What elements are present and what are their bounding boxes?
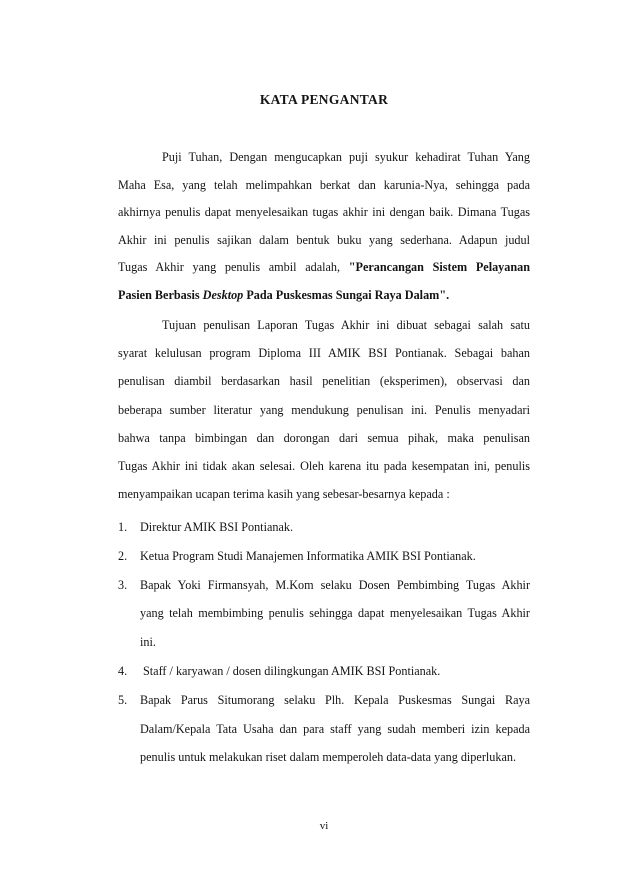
paragraph-line: Maha Esa, yang telah melimpahkan berkat dan karunia-Nya, sehingga pada: [118, 177, 530, 192]
acknowledgement-item: [118, 686, 530, 772]
list-line: Staff / karyawan / dosen dilingkungan AMIK BSI Pontianak.: [143, 663, 441, 678]
list-line: ini.: [140, 635, 156, 650]
list-line: Bapak Parus Situmorang selaku Plh. Kepala Puskesmas Sungai Raya: [140, 692, 530, 707]
acknowledgement-item: [118, 513, 530, 542]
paragraph-intro: [118, 144, 530, 310]
list-line: Ketua Program Studi Manajemen Informatika AMIK BSI Pontianak.: [140, 548, 476, 563]
list-item-text: [140, 657, 530, 686]
paragraph-line: Akhir ini penulis sajikan dalam bentuk buku yang sederhana. Adapun judul: [118, 232, 530, 247]
acknowledgement-list: [118, 513, 530, 772]
list-item-text: [140, 686, 530, 772]
thesis-title-part: "Perancangan Sistem Pelayanan: [348, 260, 531, 275]
paragraph-purpose: [118, 311, 530, 508]
list-item-text: [140, 542, 530, 571]
list-line: Direktur AMIK BSI Pontianak.: [140, 520, 294, 534]
list-line: yang telah membimbing penulis sehingga dapat menyelesaikan Tugas Akhir: [140, 606, 530, 621]
paragraph-line: beberapa sumber literatur yang mendukung penulisan ini. Penulis menyadari: [118, 402, 530, 417]
paragraph-line: [118, 254, 530, 282]
page-number: vi: [319, 820, 329, 832]
paragraph-line: penulisan diambil berdasarkan hasil penelitian (eksperimen), observasi dan: [118, 374, 530, 389]
acknowledgement-item: [118, 542, 530, 571]
paragraph-line: Puji Tuhan, Dengan mengucapkan puji syukur kehadirat Tuhan Yang: [162, 150, 530, 164]
list-line: Bapak Yoki Firmansyah, M.Kom selaku Dosen Pembimbing Tugas Akhir: [140, 577, 530, 592]
list-number: 2.: [118, 548, 128, 563]
acknowledgement-item: [118, 571, 530, 657]
paragraph-line: Tujuan penulisan Laporan Tugas Akhir ini dibuat sebagai salah satu: [162, 318, 530, 332]
list-line: penulis untuk melakukan riset dalam memperoleh data-data yang diperlukan.: [140, 750, 516, 765]
list-number: 3.: [118, 577, 128, 592]
paragraph-line: Tugas Akhir ini tidak akan selesai. Oleh karena itu pada kesempatan ini, penulis: [118, 459, 530, 474]
thesis-title-part: Pada Puskesmas Sungai Raya Dalam".: [246, 287, 450, 302]
list-item-text: [140, 571, 530, 657]
list-line: Dalam/Kepala Tata Usaha dan para staff yang sudah memberi izin kepada: [140, 721, 530, 736]
list-item-text: [140, 513, 530, 542]
paragraph-line: [118, 282, 530, 310]
paragraph-line: bahwa tanpa bimbingan dan dorongan dari semua pihak, maka penulisan: [118, 430, 530, 445]
thesis-title-italic: Desktop: [202, 287, 244, 302]
list-number: 5.: [118, 692, 128, 707]
paragraph-text: Tugas Akhir yang penulis ambil adalah,: [118, 260, 341, 275]
list-number: 1.: [118, 520, 128, 534]
list-number: 4.: [118, 663, 128, 678]
paragraph-line: akhirnya penulis dapat menyelesaikan tugas akhir ini dengan baik. Dimana Tugas: [118, 205, 530, 220]
paragraph-line: menyampaikan ucapan terima kasih yang sebesar-besarnya kepada :: [118, 487, 450, 502]
paragraph-line: syarat kelulusan program Diploma III AMIK BSI Pontianak. Sebagai bahan: [118, 346, 530, 361]
acknowledgement-item: [118, 657, 530, 686]
page-heading: KATA PENGANTAR: [259, 92, 389, 107]
thesis-title-part: Pasien Berbasis: [118, 287, 200, 302]
